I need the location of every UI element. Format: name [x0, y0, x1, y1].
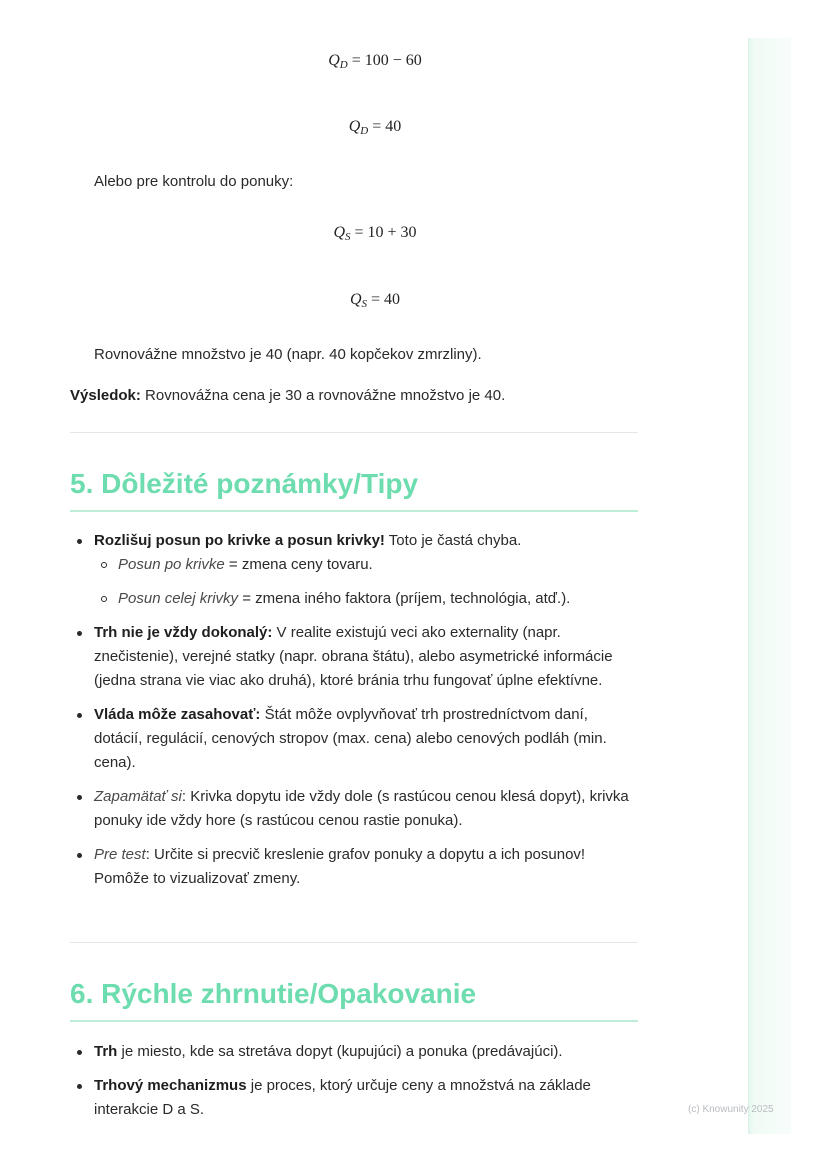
- equation-qd-result: $Q_D = 40$: [348, 118, 402, 137]
- list-item: Trhový mechanizmus je proces, ktorý určuje ceny a množstvá na základe interakcie D a S.: [70, 1074, 638, 1122]
- divider: [70, 942, 638, 943]
- list-item: Trh je miesto, kde sa stretáva dopyt (kupujúci) a ponuka (predávajúci).: [70, 1040, 638, 1064]
- divider: [70, 432, 638, 433]
- section-5-heading: 5. Dôležité poznámky/Tipy: [70, 468, 419, 499]
- copyright-footer: (c) Knowunity 2025: [688, 1104, 774, 1115]
- section-6-heading-rule: [70, 1020, 638, 1022]
- list-item: Trh nie je vždy dokonalý: V realite existujú veci ako externality (napr. znečistenie), verejné statky (napr. obrana štátu), alebo asymetrické informácie (jedna strana vie viac ako druhá), ktoré bránia trhu fungovať úplne efektívne.: [70, 621, 638, 693]
- section-6-heading: 6. Rýchle zhrnutie/Opakovanie: [70, 978, 477, 1009]
- result-text: Rovnovážna cena je 30 a rovnovážne množstvo je 40.: [140, 387, 506, 404]
- sub-list-item: Posun po krivke = zmena ceny tovaru.: [94, 553, 638, 577]
- equation-qd-calc: $Q_D = 100 - 60$: [328, 52, 422, 71]
- list-item: Pre test: Určite si precvič kreslenie grafov ponuky a dopytu a ich posunov! Pomôže to vizualizovať zmeny.: [70, 843, 638, 891]
- equation-qs-calc: $Q_S = 10 + 30$: [333, 224, 417, 243]
- section-6-list: [70, 1040, 638, 1122]
- equilibrium-quantity-text: Rovnovážne množstvo je 40 (napr. 40 kopčekov zmrzliny).: [94, 346, 482, 363]
- sub-list-item: Posun celej krivky = zmena iného faktora (príjem, technológia, atď.).: [94, 587, 638, 611]
- list-item: Zapamätať si: Krivka dopytu ide vždy dole (s rastúcou cenou klesá dopyt), krivka ponuky ide vždy hore (s rastúcou cenou rastie ponuka).: [70, 785, 638, 833]
- equation-qs-result: $Q_S = 40$: [349, 291, 401, 310]
- supply-check-text: Alebo pre kontrolu do ponuky:: [94, 173, 294, 190]
- section-5-heading-rule: [70, 510, 638, 512]
- list-item: Vláda môže zasahovať: Štát môže ovplyvňovať trh prostredníctvom daní, dotácií, regulácií, cenových stropov (max. cena) alebo cenových podláh (min. cena).: [70, 703, 638, 775]
- section-5-list: [70, 529, 638, 891]
- side-strip: [748, 38, 791, 1134]
- result-paragraph: [70, 384, 505, 408]
- result-label: Výsledok:: [70, 387, 141, 404]
- sub-list: [94, 553, 638, 611]
- list-item: Rozlišuj posun po krivke a posun krivky! Toto je častá chyba. Posun po krivke = zmena ceny tovaru. Posun celej krivky = zmena iného faktora (príjem, technológia, atď.).: [70, 529, 638, 611]
